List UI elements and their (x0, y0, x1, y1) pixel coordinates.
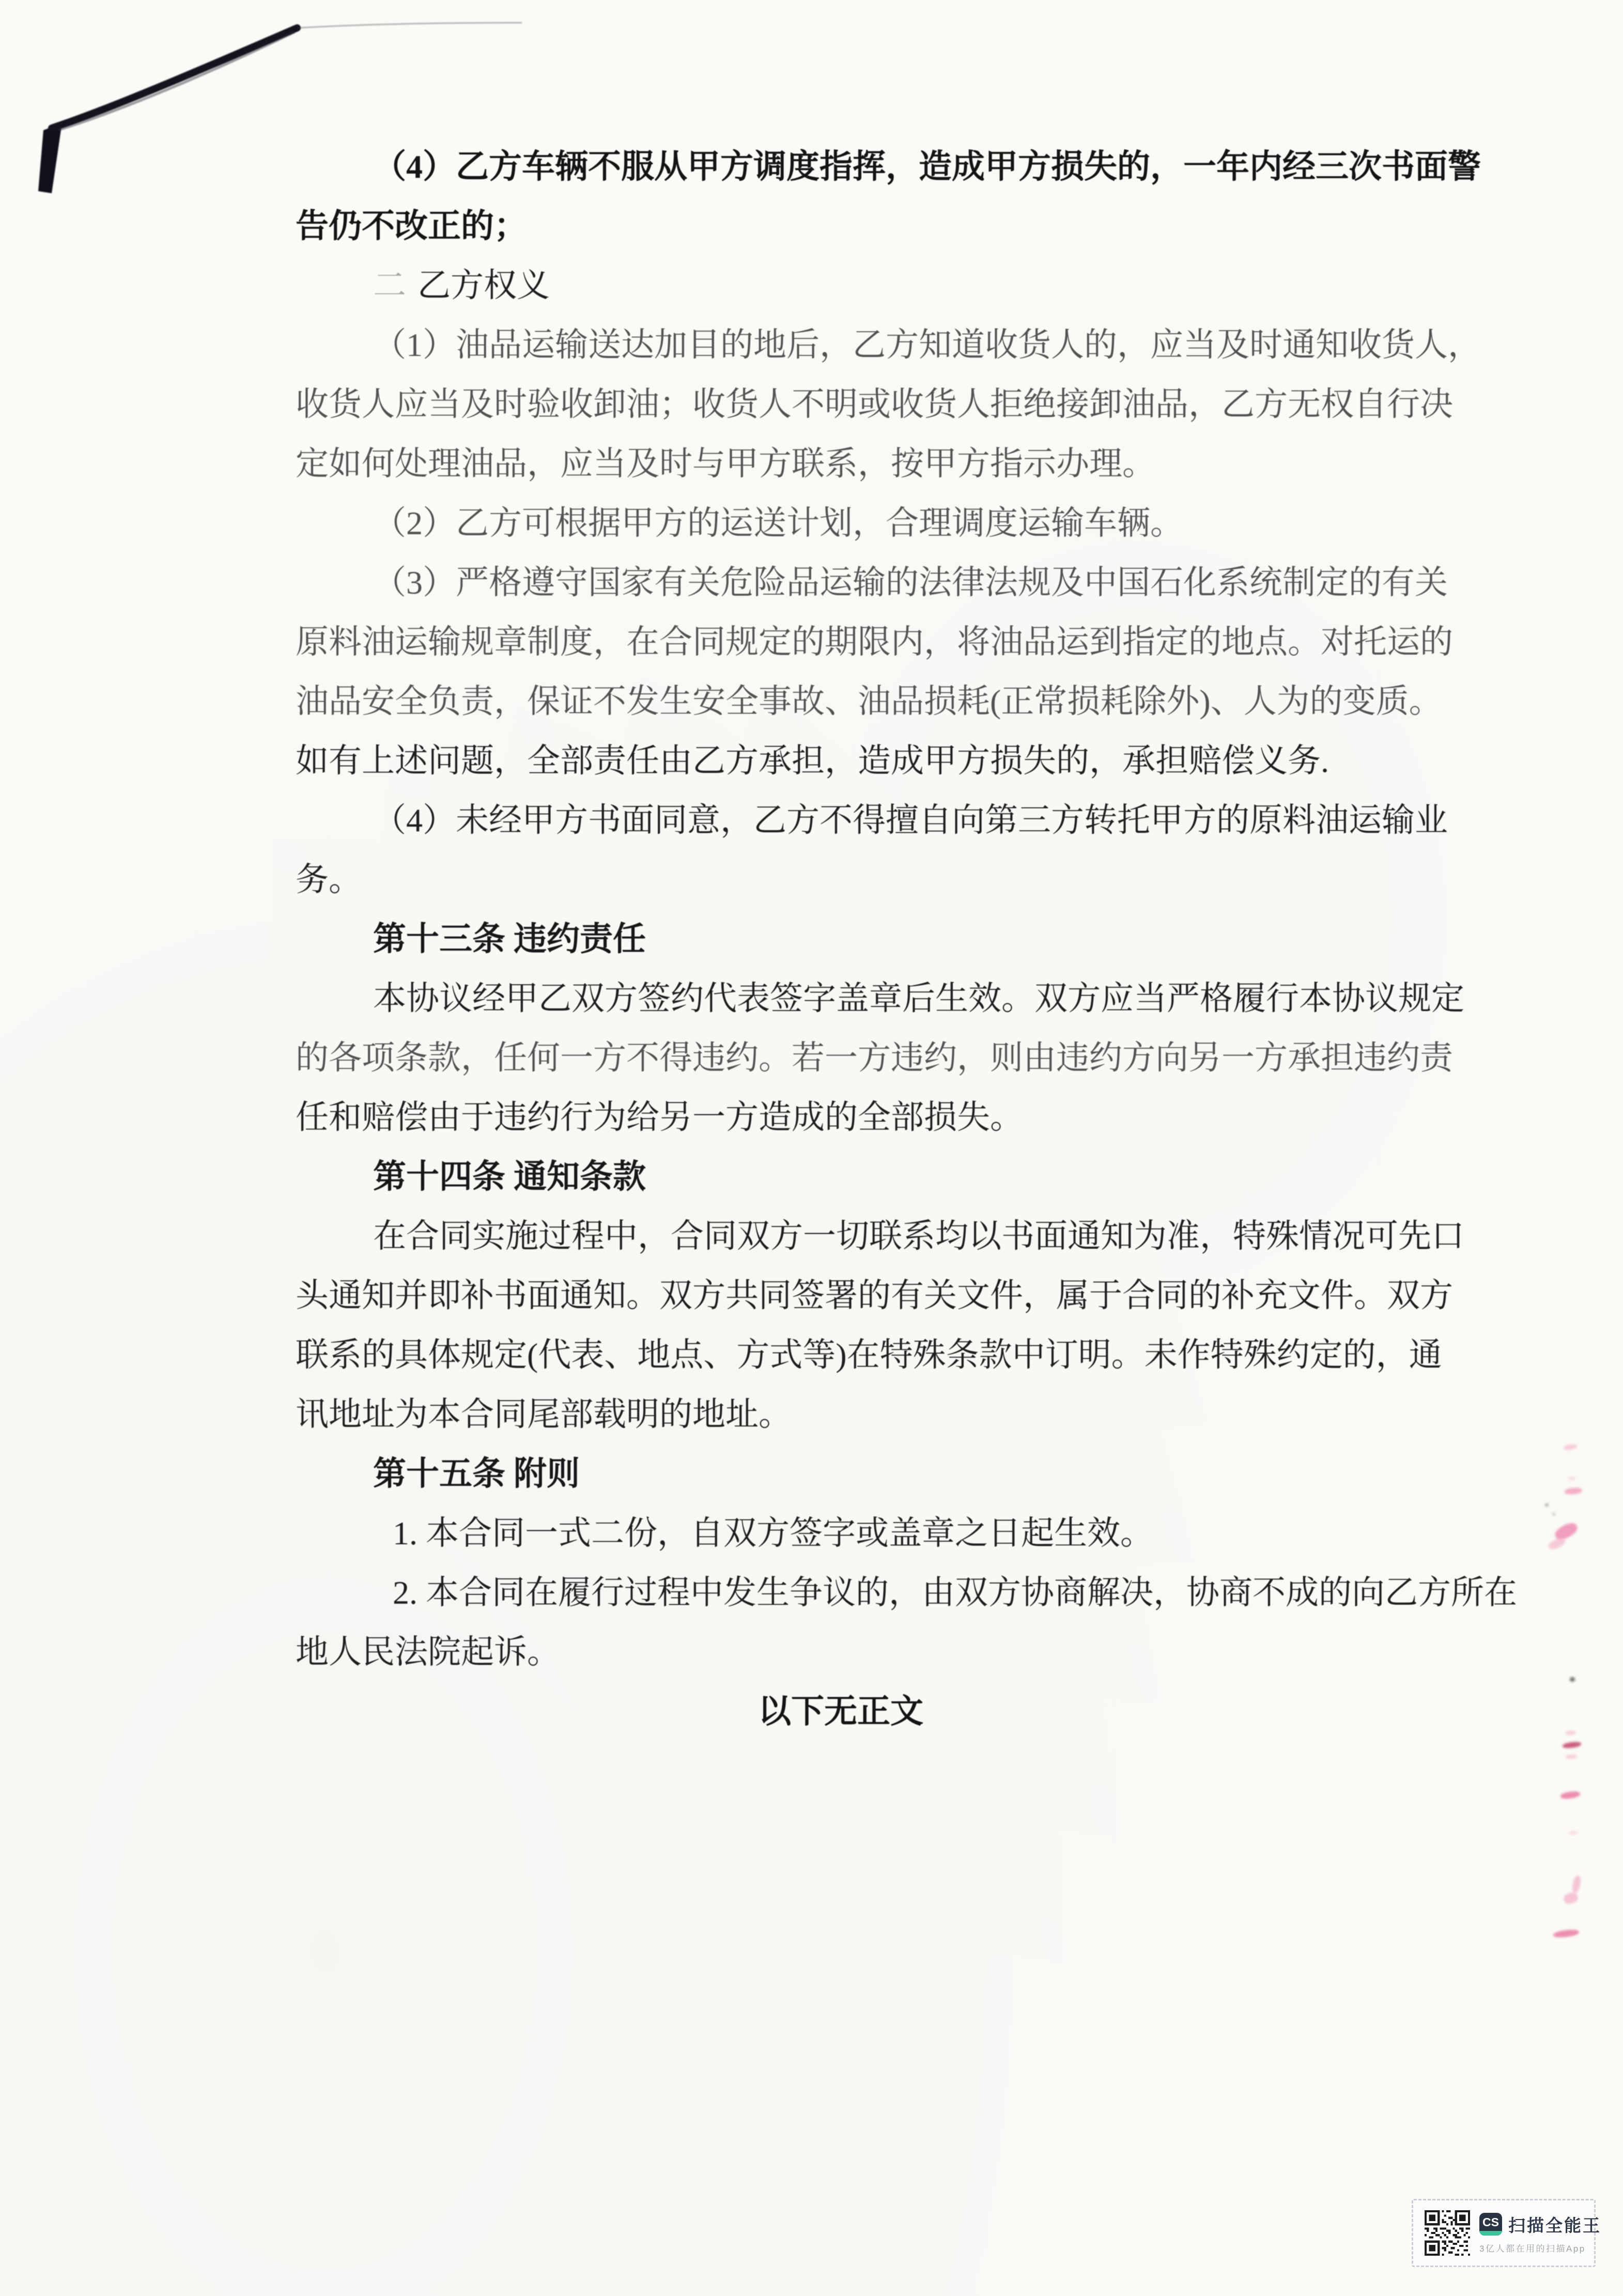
red-edge-mark (1562, 1741, 1581, 1749)
text-line: 定如何处理油品，应当及时与甲方联系，按甲方指示办理。 (296, 445, 1155, 482)
text-line: （2）乙方可根据甲方的运送计划，合理调度运输车辆。 (373, 505, 1183, 541)
camscanner-logo-text: CS (1482, 2215, 1499, 2229)
text-line: 以下无正文 (758, 1693, 923, 1730)
red-edge-mark (1560, 1790, 1580, 1799)
red-edge-mark (1545, 1503, 1549, 1507)
text-line: 第十四条 通知条款 (373, 1158, 646, 1195)
text-line: 联系的具体规定(代表、地点、方式等)在特殊条款中订明。未作特殊约定的，通 (296, 1337, 1442, 1373)
camscanner-tagline: 3亿人都在用的扫描App (1479, 2243, 1586, 2254)
camscanner-app-name: 扫描全能王 (1508, 2215, 1601, 2235)
text-line: （3）严格遵守国家有关危险品运输的法律法规及中国石化系统制定的有关 (373, 564, 1448, 601)
red-edge-mark (1563, 1891, 1580, 1905)
text-line: （4）乙方车辆不服从甲方调度指挥，造成甲方损失的，一年内经三次书面警 (373, 148, 1481, 185)
text-line: 讯地址为本合同尾部载明的地址。 (296, 1396, 792, 1433)
red-edge-mark (1566, 1730, 1576, 1735)
text-line: 1. 本合同一式二份，自双方签字或盖章之日起生效。 (393, 1515, 1153, 1552)
red-edge-mark (1568, 1476, 1576, 1481)
text-line: 第十三条 违约责任 (373, 921, 646, 957)
text-line: 收货人应当及时验收卸油；收货人不明或收货人拒绝接卸油品，乙方无权自行决 (296, 386, 1453, 423)
red-edge-mark (1570, 1677, 1575, 1682)
text-line: 的各项条款，任何一方不得违约。若一方违约，则由违约方向另一方承担违约责 (296, 1040, 1453, 1076)
red-edge-mark (1552, 1513, 1555, 1515)
text-line: （4）未经甲方书面同意，乙方不得擅自向第三方转托甲方的原料油运输业 (373, 802, 1448, 839)
text-line: 二 乙方权义 (373, 267, 550, 304)
text-line: 头通知并即补书面通知。双方共同签署的有关文件，属于合同的补充文件。双方 (296, 1277, 1453, 1314)
text-line: 第十五条 附则 (373, 1455, 580, 1492)
red-edge-mark (1569, 1830, 1579, 1835)
red-edge-mark (1566, 1754, 1578, 1759)
qr-code-icon (1425, 2210, 1470, 2256)
red-edge-mark (1565, 1487, 1583, 1495)
text-line: 油品安全负责，保证不发生安全事故、油品损耗(正常损耗除外)、人为的变质。 (296, 683, 1442, 720)
text-line: 告仍不改正的； (296, 208, 527, 244)
camscanner-logo-icon (1479, 2213, 1502, 2236)
red-edge-mark (1563, 1444, 1577, 1451)
red-edge-mark (1553, 1929, 1579, 1938)
text-line: 地人民法院起诉。 (296, 1634, 560, 1670)
text-line: 2. 本合同在履行过程中发生争议的，由双方协商解决，协商不成的向乙方所在 (393, 1574, 1517, 1611)
red-edge-mark (1571, 1875, 1582, 1894)
text-line: （1）油品运输送达加目的地后，乙方知道收货人的，应当及时通知收货人， (373, 327, 1481, 363)
faded-list-number: 二 (373, 267, 406, 304)
text-line: 原料油运输规章制度，在合同规定的期限内，将油品运到指定的地点。对托运的 (296, 624, 1453, 660)
text-line: 任和赔偿由于违约行为给另一方造成的全部损失。 (296, 1099, 1023, 1136)
contract-text (296, 137, 1517, 1741)
text-line: 本协议经甲乙双方签约代表签字盖章后生效。双方应当严格履行本协议规定 (373, 980, 1464, 1017)
text-line: 在合同实施过程中，合同双方一切联系均以书面通知为准，特殊情况可先口 (373, 1218, 1464, 1254)
text-line: 务。 (296, 861, 362, 898)
camscanner-watermark (1412, 2199, 1601, 2267)
text-line: 如有上述问题，全部责任由乙方承担，造成甲方损失的，承担赔偿义务. (296, 742, 1329, 779)
red-edge-mark (1547, 1537, 1567, 1551)
